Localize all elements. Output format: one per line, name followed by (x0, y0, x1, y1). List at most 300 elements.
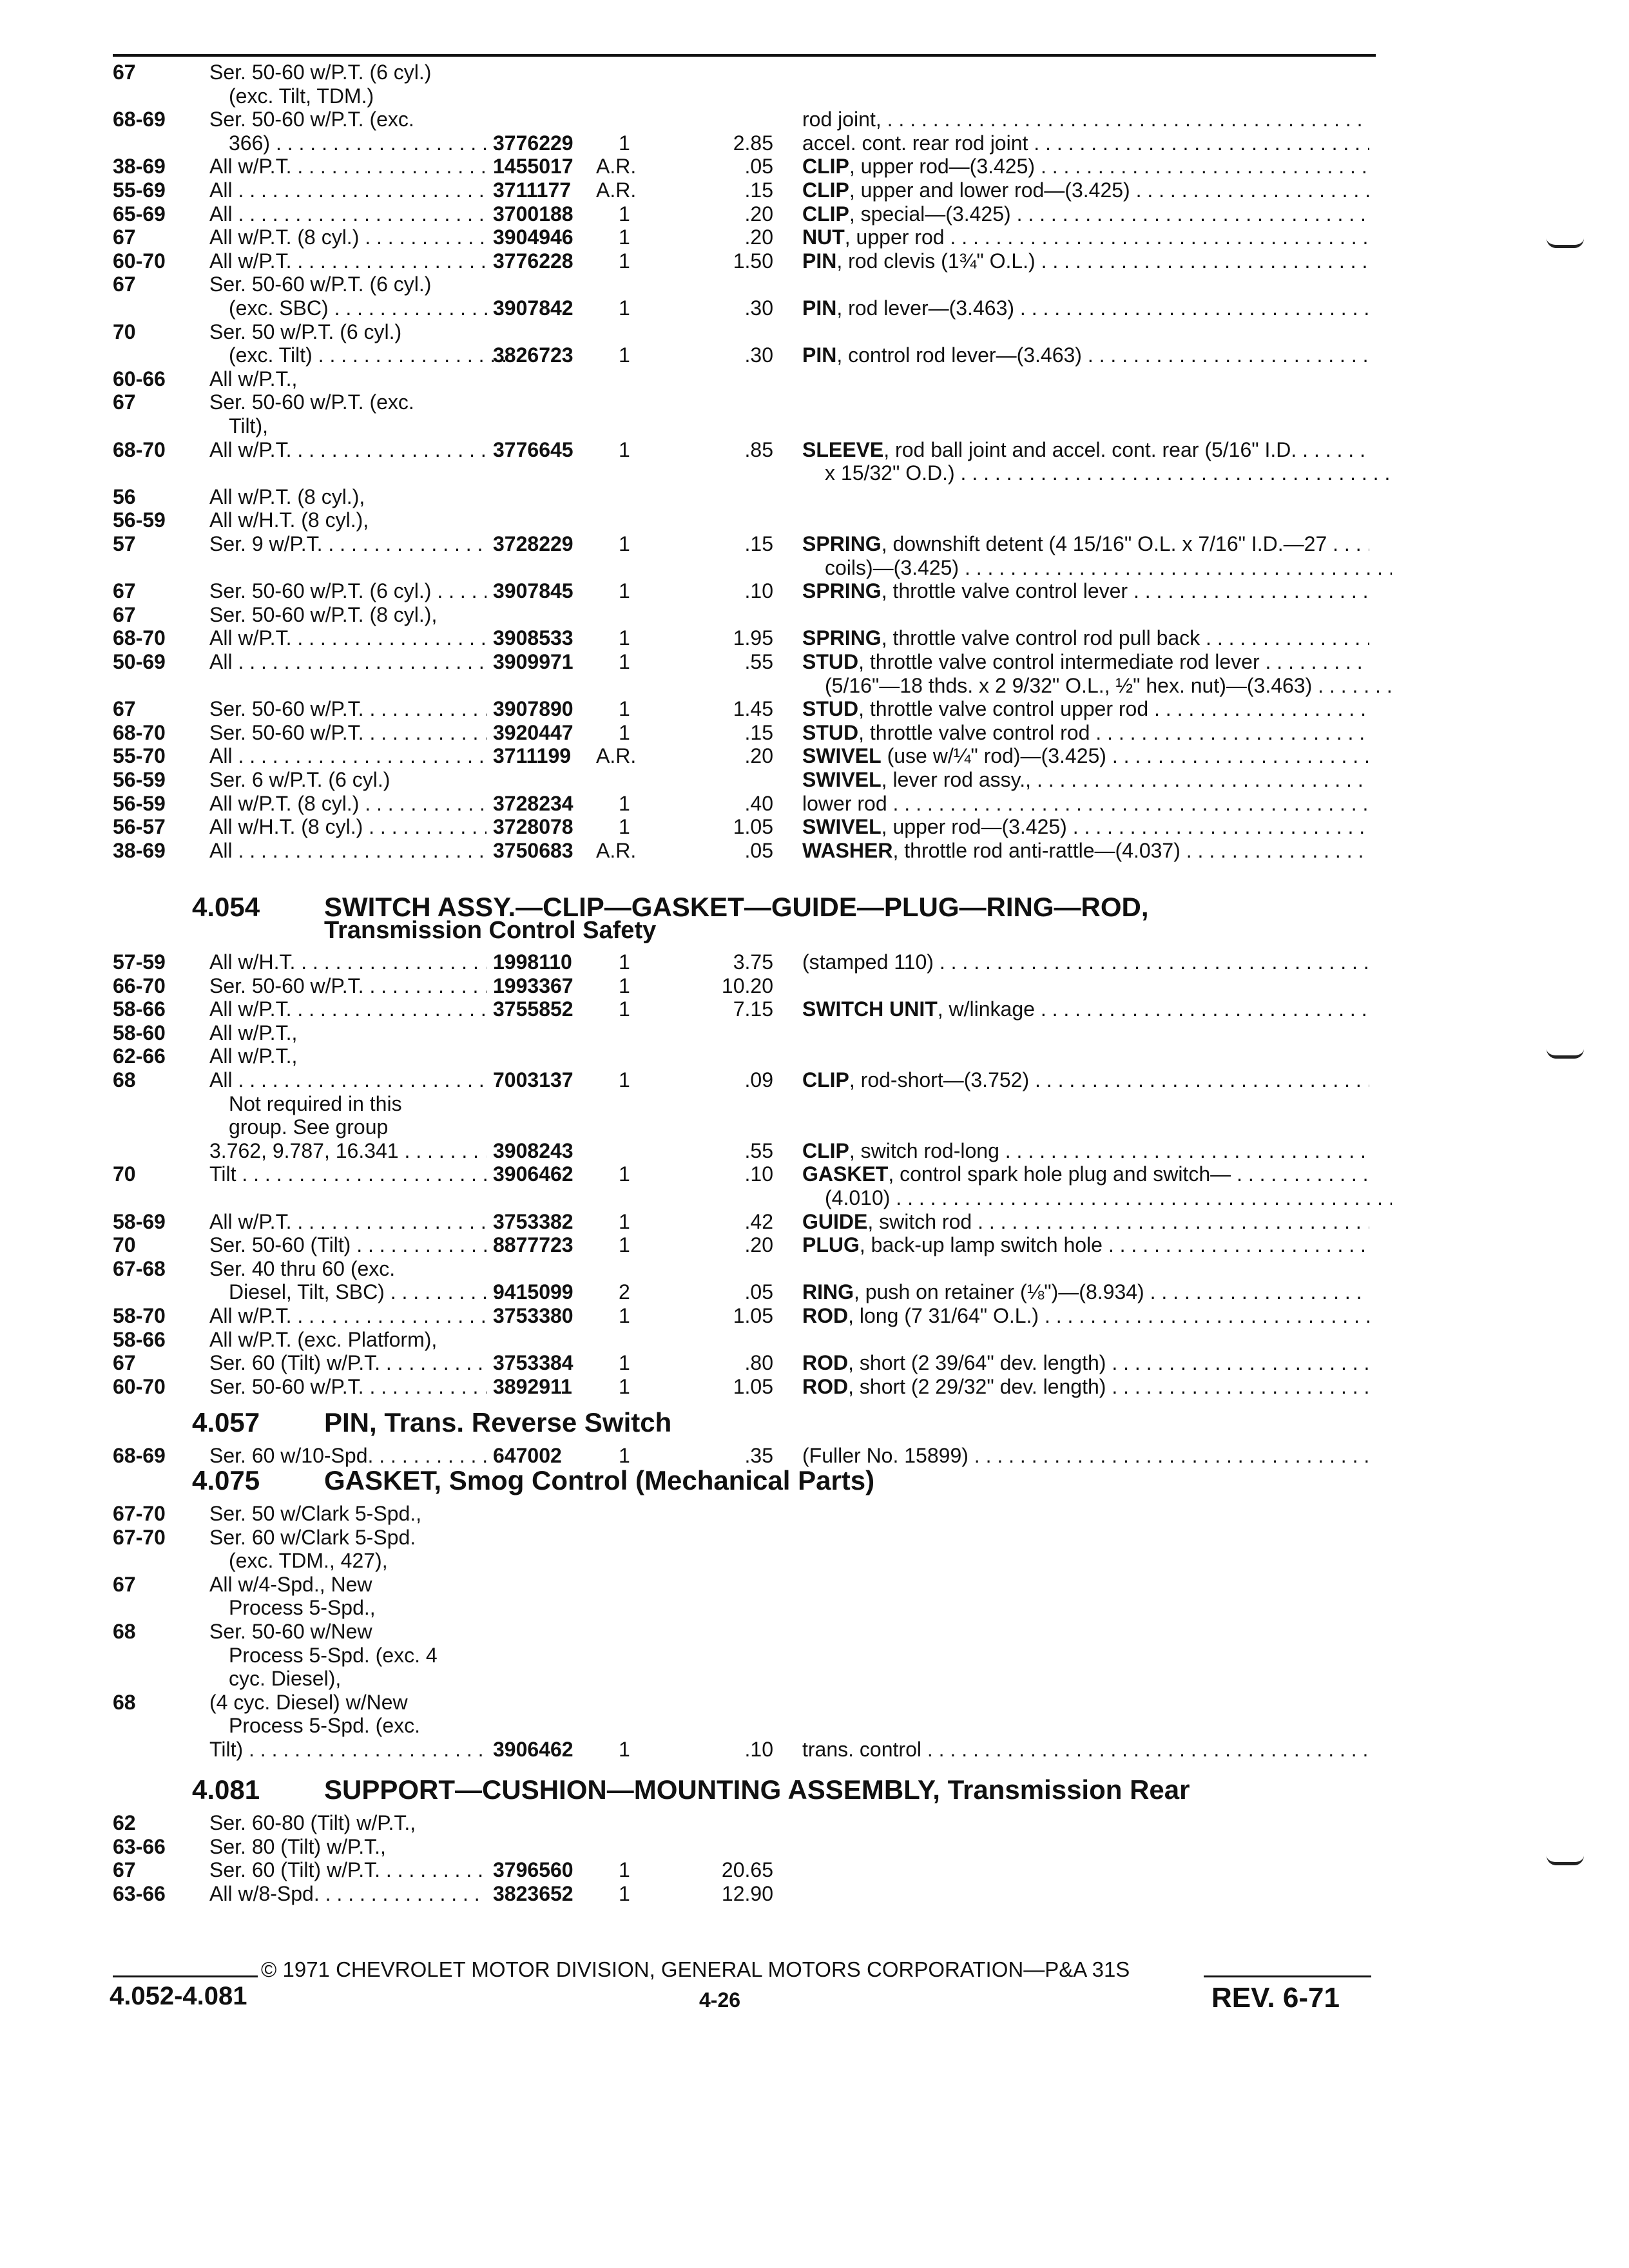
model-description: Ser. 50-60 w/P.T. . . . (209, 696, 487, 722)
model-description: Not required in this (229, 1091, 402, 1115)
part-number: 9415099 (493, 1280, 574, 1304)
part-name: PIN (802, 249, 837, 273)
model-years: 68-69 (113, 108, 166, 131)
model-description: Ser. 50-60 w/New (209, 1620, 372, 1643)
model-years: 55-69 (113, 178, 166, 202)
part-description (802, 437, 1369, 463)
section-number: 4.075 (192, 1465, 260, 1495)
model-years: 58-70 (113, 1304, 166, 1327)
section-title: SUPPORT—CUSHION—MOUNTING ASSEMBLY, Transmission Rear (324, 1774, 1190, 1805)
quantity: 1 (619, 1374, 630, 1398)
part-name: PLUG (802, 1233, 860, 1257)
section-number: 4.054 (192, 892, 260, 922)
part-description (802, 1350, 1369, 1376)
part-name: SPRING (802, 579, 882, 603)
price: 1.50 (733, 249, 773, 273)
part-detail: , throttle valve control rod pull back (881, 626, 1200, 650)
part-number: 3907842 (493, 296, 574, 320)
model-description: Ser. 50-60 w/P.T. . . . (209, 720, 487, 745)
parts-row (0, 1834, 1629, 1860)
section-number: 4.081 (192, 1774, 260, 1805)
parts-row (0, 720, 1629, 745)
quantity: 1 (619, 974, 630, 997)
quantity: 1 (619, 343, 630, 367)
model-years: 70 (113, 320, 136, 343)
model-description: Ser. 6 w/P.T. (6 cyl.) (209, 768, 390, 791)
model-description: All w/P.T., (209, 367, 298, 390)
parts-row (0, 484, 1629, 510)
model-description: All . . . (209, 838, 487, 863)
model-years: 67 (113, 579, 136, 603)
binder-mark (1547, 238, 1584, 248)
copyright-text: © 1971 CHEVROLET MOTOR DIVISION, GENERAL MOTORS CORPORATION—P&A 31S (261, 1957, 1130, 1981)
price: .10 (744, 1738, 773, 1761)
model-description: (exc. TDM., 427), (229, 1549, 388, 1573)
model-years: 60-66 (113, 367, 166, 390)
part-number: 3755852 (493, 997, 574, 1021)
model-years: 67 (113, 1572, 136, 1596)
part-number: 3904946 (493, 226, 574, 249)
parts-row (0, 696, 1629, 722)
quantity: 1 (619, 579, 630, 603)
quantity: 1 (619, 1444, 630, 1467)
quantity: 2 (619, 1280, 630, 1304)
model-years: 68 (113, 1690, 136, 1714)
model-description: (exc. Tilt) . . . (229, 342, 506, 368)
model-description: Process 5-Spd., (229, 1596, 376, 1620)
section-subtitle: Transmission Control Safety (324, 917, 657, 944)
parts-row (0, 791, 1629, 816)
price: .55 (744, 1139, 773, 1162)
model-years: 57-59 (113, 950, 166, 974)
price: .15 (744, 720, 773, 744)
part-number: 3907890 (493, 697, 574, 721)
part-description (802, 130, 1369, 156)
part-description (802, 720, 1369, 745)
model-description: Ser. 50-60 w/P.T. (exc. (209, 108, 414, 131)
quantity: 1 (619, 1068, 630, 1091)
model-description: Ser. 50-60 w/P.T. (6 cyl.) . . . (209, 578, 487, 604)
price: 20.65 (721, 1858, 773, 1882)
quantity: 1 (619, 1209, 630, 1233)
price: 12.90 (721, 1881, 773, 1905)
part-number: 3776229 (493, 131, 574, 155)
part-detail: , short (2 29/32" dev. length) (848, 1374, 1106, 1398)
part-detail: , throttle valve control rod (858, 720, 1090, 744)
model-years: 58-60 (113, 1021, 166, 1044)
parts-row (0, 83, 1629, 109)
quantity: 1 (619, 226, 630, 249)
model-description: All . . . (209, 649, 487, 675)
part-description (802, 1138, 1369, 1164)
parts-row (0, 814, 1629, 840)
model-years: 70 (113, 1233, 136, 1257)
model-description: All w/H.T. (8 cyl.) . . . (209, 814, 487, 840)
part-description (802, 248, 1369, 274)
model-description: Ser. 50-60 w/P.T. (8 cyl.), (209, 602, 438, 626)
part-number: 8877723 (493, 1233, 574, 1257)
quantity: 1 (619, 650, 630, 673)
parts-row (0, 743, 1629, 769)
model-years: 63-66 (113, 1834, 166, 1858)
parts-row (0, 201, 1629, 227)
footer-rule-right (1204, 1975, 1371, 1977)
quantity: 1 (619, 202, 630, 226)
quantity: 1 (619, 437, 630, 461)
model-years: 58-66 (113, 1327, 166, 1351)
part-name: STUD (802, 650, 859, 673)
parts-row (0, 389, 1629, 415)
parts-row (0, 1279, 1629, 1305)
price: .20 (744, 202, 773, 226)
model-description: Tilt), (229, 414, 269, 437)
model-description: Ser. 60 w/Clark 5-Spd. (209, 1525, 416, 1549)
model-description: All w/P.T. . . . (209, 1303, 487, 1329)
model-description: All w/P.T. . . . (209, 996, 487, 1022)
model-description: All w/P.T. (8 cyl.) . . . (209, 791, 487, 816)
part-detail: , w/linkage (937, 997, 1035, 1021)
model-description: Ser. 50 w/Clark 5-Spd., (209, 1502, 422, 1525)
parts-row (0, 295, 1629, 321)
parts-row (0, 838, 1629, 863)
parts-row (0, 177, 1629, 203)
quantity: 1 (619, 1351, 630, 1375)
parts-row (0, 1020, 1629, 1046)
price: .42 (744, 1209, 773, 1233)
section-title: SWITCH ASSY.—CLIP—GASKET—GUIDE—PLUG—RING—ROD, (324, 892, 1149, 922)
parts-row (0, 602, 1629, 628)
part-description (802, 649, 1369, 675)
model-description: All w/P.T. . . . (209, 437, 487, 463)
part-detail: (Fuller No. 15899) (802, 1444, 969, 1467)
parts-row (0, 1595, 1629, 1620)
quantity: 1 (619, 1233, 630, 1257)
part-description (802, 1067, 1369, 1093)
section-title: PIN, Trans. Reverse Switch (324, 1407, 672, 1437)
part-name: SWIVEL (802, 744, 882, 768)
part-number: 3711177 (493, 178, 572, 202)
revision-label: REV. 6-71 (1211, 1982, 1340, 2013)
part-detail: , upper and lower rod—(3.425) (849, 178, 1130, 202)
quantity: 1 (619, 950, 630, 974)
model-description: Ser. 50 w/P.T. (6 cyl.) (209, 320, 402, 343)
price: .15 (744, 532, 773, 555)
part-name: SWIVEL (802, 815, 882, 839)
model-description: cyc. Diesel), (229, 1667, 342, 1691)
parts-row (0, 1161, 1629, 1187)
model-description: All w/H.T. . . . (209, 949, 487, 975)
part-detail: , short (2 39/64" dev. length) (848, 1351, 1106, 1375)
model-years: 67-70 (113, 1525, 166, 1549)
parts-row (0, 1736, 1629, 1762)
part-description (802, 1443, 1369, 1468)
parts-row (0, 507, 1629, 533)
part-detail: , rod clevis (1¾" O.L.) (836, 249, 1036, 273)
parts-row (0, 1666, 1629, 1691)
quantity: 1 (619, 720, 630, 744)
model-years: 58-69 (113, 1209, 166, 1233)
model-years: 62 (113, 1811, 136, 1834)
part-name: RING (802, 1280, 854, 1304)
part-detail: , throttle valve control intermediate rod lever (858, 650, 1260, 673)
quantity: 1 (619, 1881, 630, 1905)
part-description (802, 1232, 1369, 1258)
part-description (825, 673, 1392, 698)
price: .20 (744, 1233, 773, 1257)
part-description (802, 1161, 1369, 1187)
part-name: CLIP (802, 1068, 849, 1091)
part-number: 3711199 (493, 744, 572, 768)
parts-row (0, 1571, 1629, 1597)
price: .55 (744, 650, 773, 673)
model-years: 55-70 (113, 744, 166, 768)
part-name: NUT (802, 226, 845, 249)
part-description (825, 1185, 1392, 1211)
model-years: 68 (113, 1620, 136, 1643)
model-description: All w/P.T., (209, 1044, 298, 1068)
section-number: 4.057 (192, 1407, 260, 1437)
price: .05 (744, 1280, 773, 1304)
part-name: PIN (802, 296, 837, 320)
quantity: 1 (619, 815, 630, 839)
part-detail: , rod-short—(3.752) (849, 1068, 1030, 1091)
quantity: 1 (619, 1738, 630, 1761)
parts-row (0, 1327, 1629, 1352)
part-detail: , control rod lever—(3.463) (836, 343, 1082, 367)
model-description: Tilt) . . . (209, 1736, 487, 1762)
part-detail: (use w/¼" rod)—(3.425) (881, 744, 1106, 768)
part-name: GUIDE (802, 1209, 868, 1233)
part-detail: , special—(3.425) (849, 202, 1011, 226)
parts-row (0, 673, 1629, 698)
price: .09 (744, 1068, 773, 1091)
price: .15 (744, 178, 773, 202)
part-number: 3826723 (493, 343, 574, 367)
model-years: 68 (113, 1068, 136, 1091)
price: 3.75 (733, 950, 773, 974)
parts-row (0, 1350, 1629, 1376)
part-detail: , throttle rod anti-rattle—(4.037) (892, 838, 1181, 862)
part-number: 3906462 (493, 1738, 574, 1761)
parts-row (0, 153, 1629, 179)
model-description: All w/4-Spd., New (209, 1572, 372, 1596)
part-description (802, 224, 1369, 250)
model-description: Ser. 80 (Tilt) w/P.T., (209, 1834, 386, 1858)
model-years: 56-59 (113, 791, 166, 815)
part-detail: , long (7 31/64" O.L.) (848, 1304, 1039, 1327)
part-description (802, 838, 1369, 863)
part-name: GASKET (802, 1162, 889, 1186)
model-description: All w/P.T. . . . (209, 1209, 487, 1235)
part-description (802, 996, 1369, 1022)
parts-row (0, 1138, 1629, 1164)
model-years: 67 (113, 226, 136, 249)
model-years: 68-69 (113, 1444, 166, 1467)
part-number: 3776228 (493, 249, 574, 273)
part-number: 3728078 (493, 815, 574, 839)
part-detail: , upper rod (844, 226, 945, 249)
part-detail: , upper rod—(3.425) (849, 155, 1036, 178)
parts-row (0, 1443, 1629, 1468)
model-years: 68-70 (113, 626, 166, 650)
model-years: 67 (113, 602, 136, 626)
top-rule (113, 54, 1376, 57)
part-detail: , upper rod—(3.425) (881, 815, 1067, 839)
part-description (802, 1736, 1369, 1762)
model-years: 67-70 (113, 1502, 166, 1525)
part-detail: (5/16"—18 thds. x 2 9/32" O.L., ½" hex. nut)—(3.463) (825, 673, 1313, 697)
model-description: All . . . (209, 1067, 487, 1093)
price: .85 (744, 437, 773, 461)
model-description: Ser. 60-80 (Tilt) w/P.T., (209, 1811, 416, 1834)
parts-row (0, 1857, 1629, 1883)
parts-row (0, 1043, 1629, 1069)
model-years: 66-70 (113, 974, 166, 997)
price: 1.05 (733, 1374, 773, 1398)
quantity: 1 (619, 249, 630, 273)
part-detail: rod joint, (802, 108, 882, 131)
parts-row (0, 949, 1629, 975)
price: 2.85 (733, 131, 773, 155)
parts-row (0, 106, 1629, 132)
parts-row (0, 1114, 1629, 1140)
part-detail: , lever rod assy., (881, 768, 1032, 791)
model-description: All w/P.T. (exc. Platform), (209, 1327, 438, 1351)
model-description: All w/P.T., (209, 1021, 298, 1044)
parts-row (0, 1619, 1629, 1644)
parts-row (0, 224, 1629, 250)
part-description (802, 949, 1369, 975)
model-description: Ser. 40 thru 60 (exc. (209, 1256, 396, 1280)
parts-row (0, 767, 1629, 793)
model-description: 3.762, 9.787, 16.341 . . . (209, 1138, 487, 1164)
part-number: 7003137 (493, 1068, 574, 1091)
model-description: All . . . (209, 201, 487, 227)
model-description: All w/H.T. (8 cyl.), (209, 508, 369, 532)
part-number: 3776645 (493, 437, 574, 461)
part-number: 3728234 (493, 791, 574, 815)
quantity: 1 (619, 532, 630, 555)
quantity: A.R. (596, 178, 637, 202)
footer-rule-left (113, 1975, 258, 1977)
part-detail: , control spark hole plug and switch— (888, 1162, 1231, 1186)
part-detail: , rod ball joint and accel. cont. rear (5/16" I.D. (883, 437, 1297, 461)
parts-row (0, 460, 1629, 486)
model-years: 57 (113, 532, 136, 555)
part-number: 3700188 (493, 202, 574, 226)
price: .40 (744, 791, 773, 815)
model-years: 67 (113, 390, 136, 414)
model-description: 366) . . . (229, 130, 506, 156)
part-detail: , switch rod-long (849, 1139, 999, 1162)
page-number: 4-26 (699, 1988, 741, 2012)
model-years: 38-69 (113, 155, 166, 178)
part-detail: accel. cont. rear rod joint (802, 131, 1028, 155)
parts-row (0, 59, 1629, 85)
section-title: GASKET, Smog Control (Mechanical Parts) (324, 1465, 875, 1495)
part-description (802, 153, 1369, 179)
model-description: All w/P.T. . . . (209, 153, 487, 179)
part-number: 3892911 (493, 1374, 572, 1398)
part-detail: , switch rod (867, 1209, 972, 1233)
part-number: 3908243 (493, 1139, 574, 1162)
parts-row (0, 1067, 1629, 1093)
model-years: 68-70 (113, 720, 166, 744)
model-years: 70 (113, 1162, 136, 1186)
part-number: 3907845 (493, 579, 574, 603)
quantity: 1 (619, 296, 630, 320)
parts-row (0, 1303, 1629, 1329)
price: .30 (744, 343, 773, 367)
model-years: 56-57 (113, 815, 166, 839)
parts-row (0, 531, 1629, 557)
parts-row (0, 248, 1629, 274)
part-name: PIN (802, 343, 837, 367)
price: 7.15 (733, 997, 773, 1021)
model-years: 67 (113, 273, 136, 296)
model-description: All w/P.T. (8 cyl.) . . . (209, 224, 487, 250)
quantity: 1 (619, 697, 630, 721)
part-detail: trans. control (802, 1738, 921, 1761)
parts-row (0, 1524, 1629, 1550)
part-detail: , rod lever—(3.463) (836, 296, 1015, 320)
model-years: 60-70 (113, 1374, 166, 1398)
part-description (802, 201, 1369, 227)
price: .35 (744, 1444, 773, 1467)
parts-row (0, 271, 1629, 297)
model-description: All w/8-Spd. . . . (209, 1881, 487, 1907)
model-years: 62-66 (113, 1044, 166, 1068)
price: 1.95 (733, 626, 773, 650)
part-name: CLIP (802, 1139, 849, 1162)
price: .20 (744, 226, 773, 249)
model-years: 67 (113, 1858, 136, 1882)
part-number: 647002 (493, 1444, 562, 1467)
parts-row (0, 973, 1629, 999)
model-description: (4 cyc. Diesel) w/New (209, 1690, 408, 1714)
part-name: CLIP (802, 155, 849, 178)
quantity: A.R. (596, 744, 637, 768)
price: .20 (744, 744, 773, 768)
model-years: 56-59 (113, 508, 166, 532)
group-range: 4.052-4.081 (110, 1982, 247, 2010)
model-years: 67 (113, 61, 136, 84)
binder-mark (1547, 1049, 1584, 1059)
parts-row (0, 1185, 1629, 1211)
model-years: 58-66 (113, 997, 166, 1021)
part-description (802, 743, 1369, 769)
part-description (802, 791, 1369, 816)
price: 1.05 (733, 815, 773, 839)
model-years: 50-69 (113, 650, 166, 673)
model-description: Ser. 60 w/10-Spd. . . . (209, 1443, 487, 1468)
part-name: SPRING (802, 532, 882, 555)
price: .10 (744, 579, 773, 603)
quantity: 1 (619, 626, 630, 650)
part-description (802, 177, 1369, 203)
parts-row (0, 996, 1629, 1022)
parts-row (0, 1642, 1629, 1668)
model-description: (exc. SBC) . . . (229, 295, 506, 321)
binder-mark (1547, 1856, 1584, 1865)
part-detail: , push on retainer (⅛")—(8.934) (854, 1280, 1144, 1304)
part-name: ROD (802, 1374, 849, 1398)
model-description: Ser. 50-60 w/P.T. (6 cyl.) (209, 273, 432, 296)
part-description (802, 295, 1369, 321)
model-years: 56 (113, 485, 136, 508)
price: .05 (744, 838, 773, 862)
quantity: A.R. (596, 838, 637, 862)
